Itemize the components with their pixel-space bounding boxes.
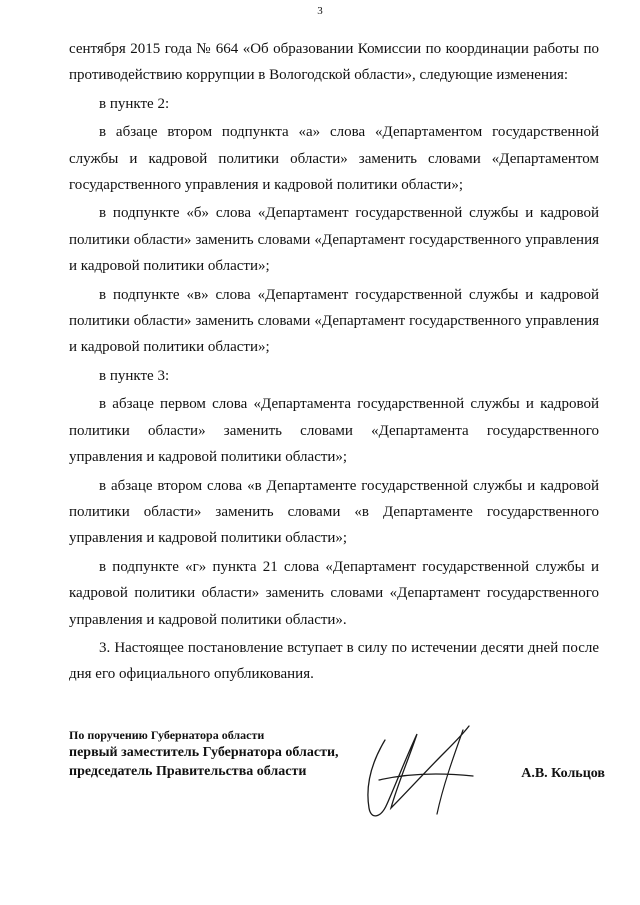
paragraph: 3. Настоящее постановление вступает в силу по истечении десяти дней после дня его официального опубликования. (69, 639, 599, 683)
paragraph: в подпункте «б» слова «Департамент государственной службы и кадровой политики области» заменить словами «Департамент государственного управления и кадровой политики области»; (69, 205, 599, 275)
paragraph: в пункте 2: (99, 95, 170, 112)
paragraph: в подпункте «г» пункта 21 слова «Департамент государственной службы и кадровой политики области» заменить словами «Департамент государственного управления и кадровой политики области». (69, 558, 599, 628)
signatory-title-line-2: председатель Правительства области (69, 764, 307, 779)
signatory-title-line-1: первый заместитель Губернатора области, (69, 745, 339, 760)
signature-authority-line: По поручению Губернатора области (69, 728, 265, 742)
paragraph: в подпункте «в» слова «Департамент государственной службы и кадровой политики области» заменить словами «Департамент государственного управления и кадровой политики области»; (69, 286, 599, 356)
paragraph: в абзаце втором слова «в Департаменте государственной службы и кадровой политики области» заменить словами «в Департаменте государственного управления и кадровой политики области»; (69, 477, 599, 547)
paragraph: в пункте 3: (99, 367, 170, 384)
document-body (69, 36, 599, 688)
handwritten-signature (345, 712, 495, 827)
signatory-name: А.В. Кольцов (521, 766, 605, 781)
paragraph: в абзаце первом слова «Департамента государственной службы и кадровой политики области» заменить словами «Департамента государственного управления и кадровой политики области»; (69, 396, 599, 466)
paragraph: в абзаце втором подпункта «а» слова «Департаментом государственной службы и кадровой политики области» заменить словами «Департаментом государственного управления и кадровой политики области»; (69, 124, 599, 194)
page-number: 3 (317, 5, 323, 17)
paragraph: сентября 2015 года № 664 «Об образовании Комиссии по координации работы по противодействию коррупции в Вологодской области», следующие изменения: (69, 41, 599, 84)
